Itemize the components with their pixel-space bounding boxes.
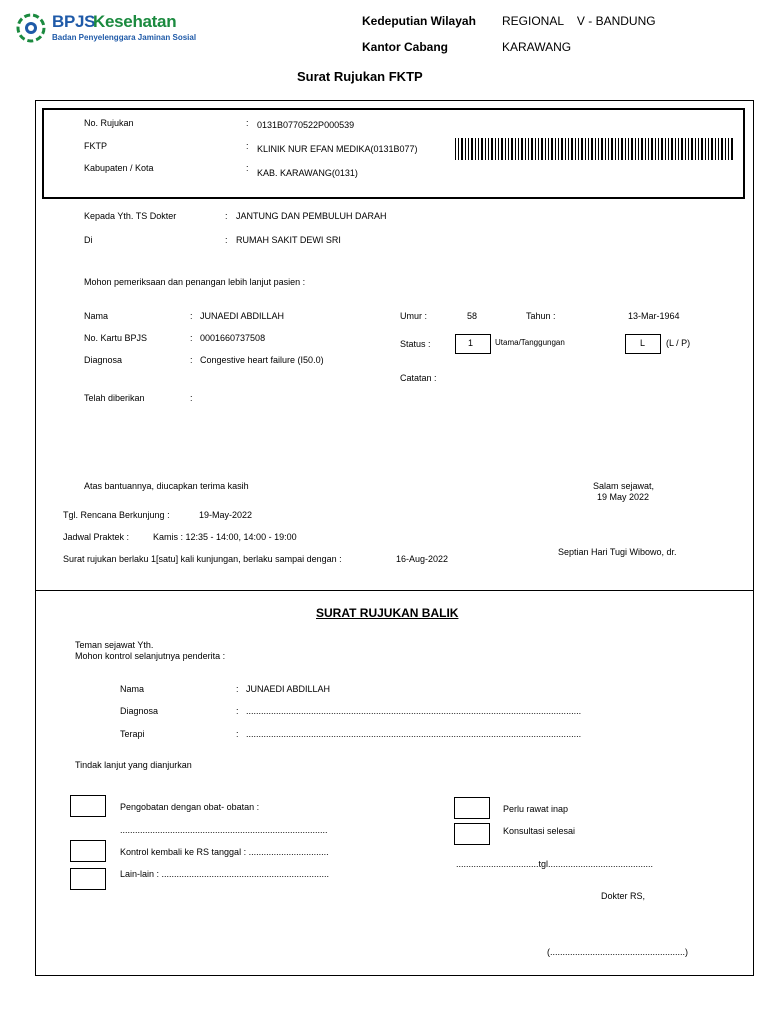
kepada-label: Kepada Yth. TS Dokter [84, 211, 177, 221]
berlaku-value: 16-Aug-2022 [396, 554, 449, 564]
kab-value: KAB. KARAWANG(0131) [257, 168, 358, 178]
berlaku-label: Surat rujukan berlaku 1[satu] kali kunjungan, berlaku sampai dengan : [63, 554, 342, 564]
wilayah-value: REGIONAL V - BANDUNG [502, 14, 656, 28]
balik-nama-value: JUNAEDI ABDILLAH [246, 684, 331, 694]
balik-terapi-label: Terapi [120, 729, 145, 739]
no-rujukan-value: 0131B0770522P000539 [257, 120, 355, 130]
cabang-value: KARAWANG [502, 40, 572, 54]
wilayah-label: Kedeputian Wilayah [362, 14, 476, 28]
closing-date: 19 May 2022 [597, 492, 650, 502]
fktp-value: KLINIK NUR EFAN MEDIKA(0131B077) [257, 144, 418, 154]
colon: : [190, 333, 193, 343]
colon: : [246, 118, 249, 128]
thanks-text: Atas bantuannya, diucapkan terima kasih [84, 481, 249, 491]
salam-text: Salam sejawat, [593, 481, 655, 491]
di-label: Di [84, 235, 93, 245]
signature-line: (......................................................) [547, 947, 689, 957]
sex-desc: (L / P) [666, 338, 691, 348]
checkbox-kontrol[interactable] [70, 840, 106, 862]
jadwal-value: Kamis : 12:35 - 14:00, 14:00 - 19:00 [153, 532, 297, 542]
bpjs-logo-icon [16, 13, 46, 43]
status-desc: Utama/Tanggungan [495, 338, 565, 347]
opt-pengobatan: Pengobatan dengan obat- obatan : [120, 802, 260, 812]
logo-brand-2: Kesehatan [93, 12, 177, 31]
colon: : [236, 684, 239, 694]
colon: : [236, 706, 239, 716]
tahun-value: 13-Mar-1964 [628, 311, 680, 321]
logo-brand-1: BPJS [52, 12, 96, 31]
colon: : [246, 141, 249, 151]
telah-label: Telah diberikan [84, 393, 145, 403]
page-title: Surat Rujukan FKTP [297, 69, 423, 84]
diagnosa-label: Diagnosa [84, 355, 123, 365]
opt-kontrol: Kontrol kembali ke RS tanggal : ................................ [120, 847, 329, 857]
nama-value: JUNAEDI ABDILLAH [200, 311, 285, 321]
umur-label: Umur : [400, 311, 427, 321]
kartu-label: No. Kartu BPJS [84, 333, 148, 343]
checkbox-lain[interactable] [70, 868, 106, 890]
checkbox-rawat-inap[interactable] [454, 797, 490, 819]
balik-greeting: Teman sejawat Yth. [75, 640, 154, 650]
status-label: Status : [400, 339, 431, 349]
sex-value: L [640, 338, 646, 348]
umur-value: 58 [467, 311, 478, 321]
colon: : [225, 235, 228, 245]
rencana-value: 19-May-2022 [199, 510, 253, 520]
kartu-value: 0001660737508 [200, 333, 266, 343]
opt-lain: Lain-lain : ................................................................... [120, 869, 330, 879]
diagnosa-value: Congestive heart failure (I50.0) [200, 355, 324, 365]
catatan-label: Catatan : [400, 373, 437, 383]
barcode [455, 138, 735, 160]
no-rujukan-label: No. Rujukan [84, 118, 134, 128]
colon: : [246, 163, 249, 173]
kab-label: Kabupaten / Kota [84, 163, 154, 173]
opt-konsultasi: Konsultasi selesai [503, 826, 576, 836]
checkbox-konsultasi[interactable] [454, 823, 490, 845]
colon: : [236, 729, 239, 739]
opt-pengobatan-dots: ................................................................................... [120, 825, 328, 835]
balik-nama-label: Nama [120, 684, 145, 694]
opt-rawat-inap: Perlu rawat inap [503, 804, 569, 814]
fktp-label: FKTP [84, 141, 108, 151]
nama-label: Nama [84, 311, 109, 321]
colon: : [190, 311, 193, 321]
patient-intro: Mohon pemeriksaan dan penangan lebih lanjut pasien : [84, 277, 306, 287]
jadwal-label: Jadwal Praktek : [63, 532, 130, 542]
tindak-label: Tindak lanjut yang dianjurkan [75, 760, 192, 770]
cabang-label: Kantor Cabang [362, 40, 449, 54]
balik-diagnosa-label: Diagnosa [120, 706, 159, 716]
kepada-value: JANTUNG DAN PEMBULUH DARAH [236, 211, 387, 221]
logo-subtitle: Badan Penyelenggara Jaminan Sosial [52, 33, 197, 42]
checkbox-pengobatan[interactable] [70, 795, 106, 817]
doctor-name: Septian Hari Tugi Wibowo, dr. [558, 547, 677, 557]
tahun-label: Tahun : [526, 311, 556, 321]
di-value: RUMAH SAKIT DEWI SRI [236, 235, 341, 245]
balik-diagnosa-dots: ...................................................................................................................................... [246, 706, 582, 716]
balik-title: SURAT RUJUKAN BALIK [316, 606, 459, 620]
tgl-line: .................................tgl.......................................... [456, 859, 654, 869]
status-value: 1 [468, 338, 474, 348]
colon: : [225, 211, 228, 221]
colon: : [190, 393, 193, 403]
balik-intro: Mohon kontrol selanjutnya penderita : [75, 651, 226, 661]
colon: : [190, 355, 193, 365]
dokter-rs-label: Dokter RS, [601, 891, 646, 901]
balik-terapi-dots: ...................................................................................................................................... [246, 729, 582, 739]
bpjs-logo [16, 12, 196, 46]
rencana-label: Tgl. Rencana Berkunjung : [63, 510, 170, 520]
